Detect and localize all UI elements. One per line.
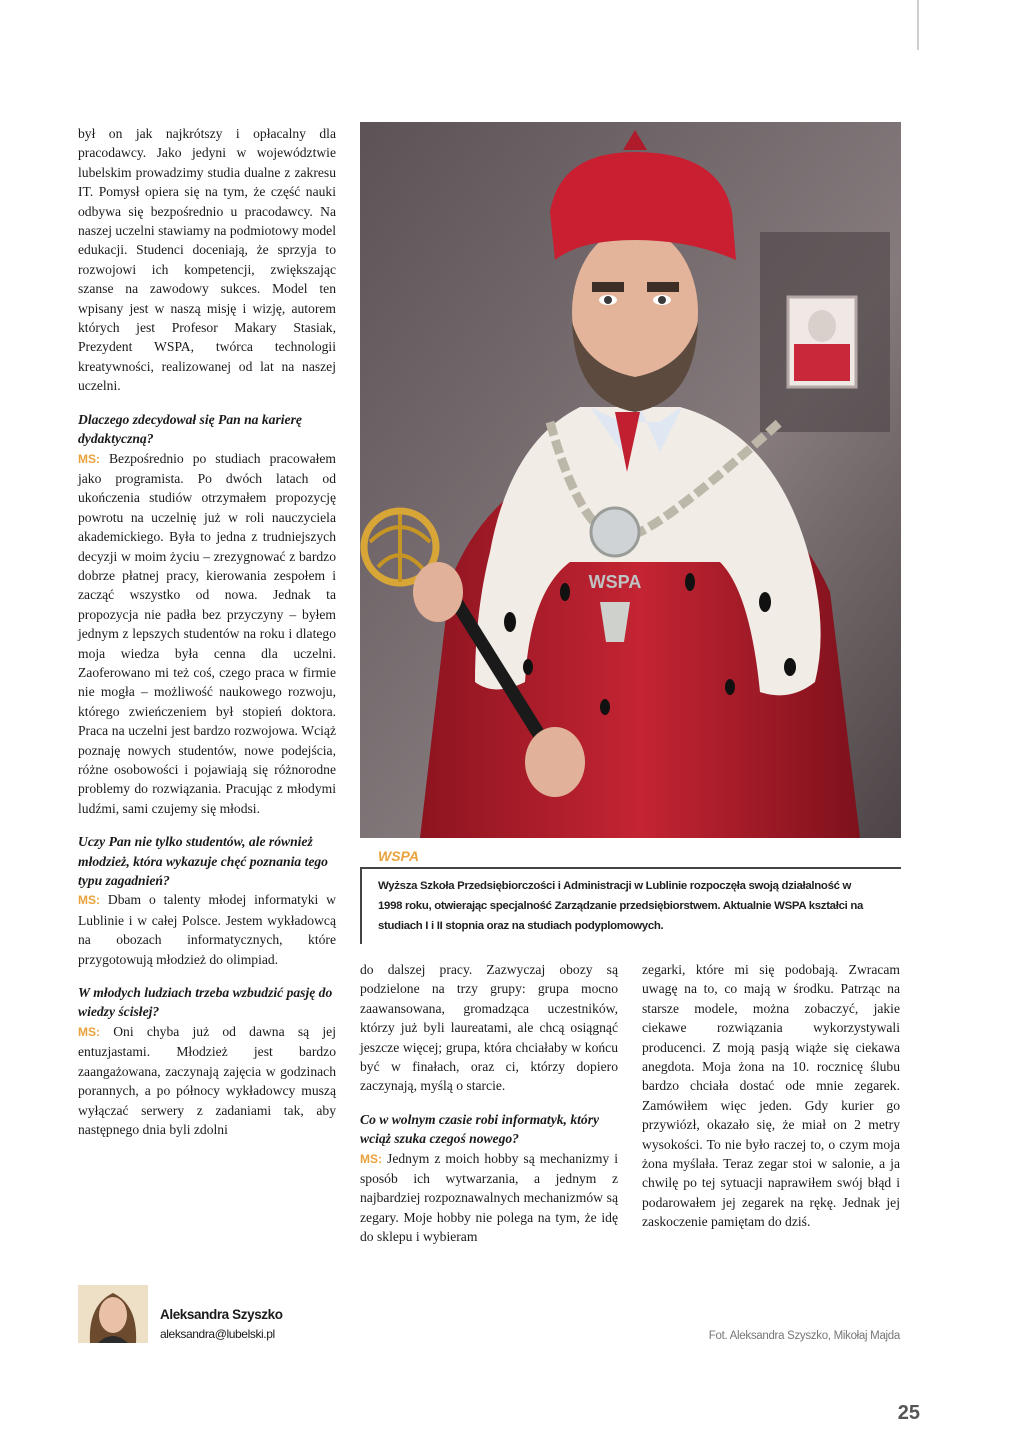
answer-text: Jednym z moich hobby są mechanizmy i sposób ich wytwarzania, a jednym z najbardziej rozpoznawalnych mechanizmów są zegary. Moje hobby nie polega na tym, że idę do sklepu i wybieram <box>360 1150 618 1245</box>
article-column-right <box>642 960 900 1232</box>
interview-answer <box>78 449 336 819</box>
answer-text: Dbam o talenty młodej informatyki w Lublinie i w całej Polsce. Jestem wykładowcą na obozach informatycznych, które przygotowują młodzież do olimpiad. <box>78 892 336 967</box>
article-paragraph: zegarki, które mi się podobają. Zwracam uwagę na to, co mają w środku. Patrząc na starsze modele, można zobaczyć, jakie ciekawe rozwiązania wykorzystywali producenci. Z moją pasją wiąże się ciekawa anegdota. Moja żona na 10. rocznicę ślubu bardzo chciała dostać ode mnie zegarek. Zamówiłem więc jeden. Gdy kurier go przywiózł, okazało się, że miał on 2 metry wysokości. To nie było raczej to, o czym moja żona myślała. Teraz zegar stoi w salonie, a ja chwilę po tej sytuacji naprawiłem swój błąd i podarowałem jej zegarek na rękę. Jednak jej zaskoczenie pamiętam do dziś. <box>642 962 900 1230</box>
medallion-label: WSPA <box>588 572 642 592</box>
article-paragraph: był on jak najkrótszy i opłacalny dla pracodawcy. Jako jedyni w województwie lubelskim prowadzimy studia dualne z zakresu IT. Pomysł opiera się na tym, że część nauki odbywa się bezpośrednio u pracodawcy. Na naszej uczelni stawiamy na podmiotowy model edukacji. Studenci doceniają, że sprzyja to rozwojowi ich kompetencji, zwiększając szanse na zawodowy sukces. Model ten wpisany jest w naszą misję i wizję, autorem których jest Profesor Makary Stasiak, Prezydent WSPA, twórca technologii kreatywności, realizowanej od lat na naszej uczelni. <box>78 126 336 394</box>
caption-rule <box>360 867 901 869</box>
article-column-middle <box>360 960 618 1247</box>
avatar <box>78 1285 148 1343</box>
photo-caption <box>360 848 901 944</box>
author-name: Aleksandra Szyszko <box>160 1307 283 1322</box>
interview-question: W młodych ludziach trzeba wzbudzić pasję do wiedzy ścisłej? <box>78 985 333 1020</box>
author-email[interactable]: aleksandra@lubelski.pl <box>160 1327 275 1341</box>
speaker-tag: MS: <box>360 1151 382 1166</box>
author-box <box>78 1285 378 1345</box>
photo-credit: Fot. Aleksandra Szyszko, Mikołaj Majda <box>708 1330 900 1342</box>
answer-text: Oni chyba już od dawna są jej entuzjastami. Młodzież jest bardzo zaangażowana, zaczynają zajęcia w godzinach porannych, a po północy wykładowcy muszą wyłączać serwery z zadaniami tak, aby następnego dnia byli zdolni <box>78 1023 336 1137</box>
interview-question: Co w wolnym czasie robi informatyk, który wciąż szuka czegoś nowego? <box>360 1111 600 1147</box>
answer-text: Bezpośrednio po studiach pracowałem jako programista. Po dwóch latach od ukończenia studiów otrzymałem propozycję powrotu na uczelnię już w roli nauczyciela akademickiego. Była to jedna z trudniejszych decyzji w moim życiu – zrezygnować z bardzo dobrze płatnej pracy, kierowania zespołem i zacząć wszystko od nowa. Jednak ta propozycja nie padła bez przyczyny – byłem jednym z lepszych studentów na roku i dlatego moja wiedza była cenna dla uczelni. Zaoferowano mi też coś, czego praca w firmie nie mogła – możliwość naukowego rozwoju, którego zwieńczeniem był stopień doktora. Praca na uczelni jest bardzo rozwojowa. Wciąż poznaję nowych studentów, nowe podejścia, różne osobowości i pojawiają się różnorodne problemy do rozwiązania. Pracując z młodymi ludźmi, sami czujemy się młodsi. <box>78 450 336 816</box>
interview-answer <box>78 1022 336 1139</box>
caption-title: WSPA <box>378 848 419 864</box>
speaker-tag: MS: <box>78 451 100 466</box>
caption-text: Wyższa Szkoła Przedsiębiorczości i Administracji w Lublinie rozpoczęła swoją działalność w 1998 roku, otwierając specjalność Zarządzanie przedsiębiorstwem. Aktualnie WSPA kształci na studiach I i II stopnia oraz na studiach podyplomowych. <box>378 880 864 932</box>
speaker-tag: MS: <box>78 893 100 908</box>
portrait-illustration <box>360 122 901 838</box>
rector-portrait-photo <box>360 122 901 838</box>
article-column-left <box>78 124 336 1139</box>
interview-question: Dlaczego zdecydował się Pan na karierę dydaktyczną? <box>78 411 302 447</box>
page-edge-line <box>917 0 919 50</box>
page-number: 25 <box>897 1402 920 1424</box>
caption-side-rule <box>360 867 362 944</box>
interview-answer <box>360 1149 618 1247</box>
speaker-tag: MS: <box>78 1024 100 1039</box>
article-paragraph: do dalszej pracy. Zazwyczaj obozy są podzielone na trzy grupy: grupa mocno zaawansowana, gromadząca uczestników, którzy już byli laureatami, ale chcą osiągnąć jeszcze więcej; grupa, która chciałaby w końcu być w finałach, oraz ci, którzy dopiero zaczynają, myślą o starcie. <box>360 962 618 1094</box>
interview-answer <box>78 890 336 969</box>
author-photo <box>78 1285 148 1343</box>
interview-question: Uczy Pan nie tylko studentów, ale również młodzież, która wykazuje chęć poznania tego typu zagadnień? <box>78 834 328 889</box>
